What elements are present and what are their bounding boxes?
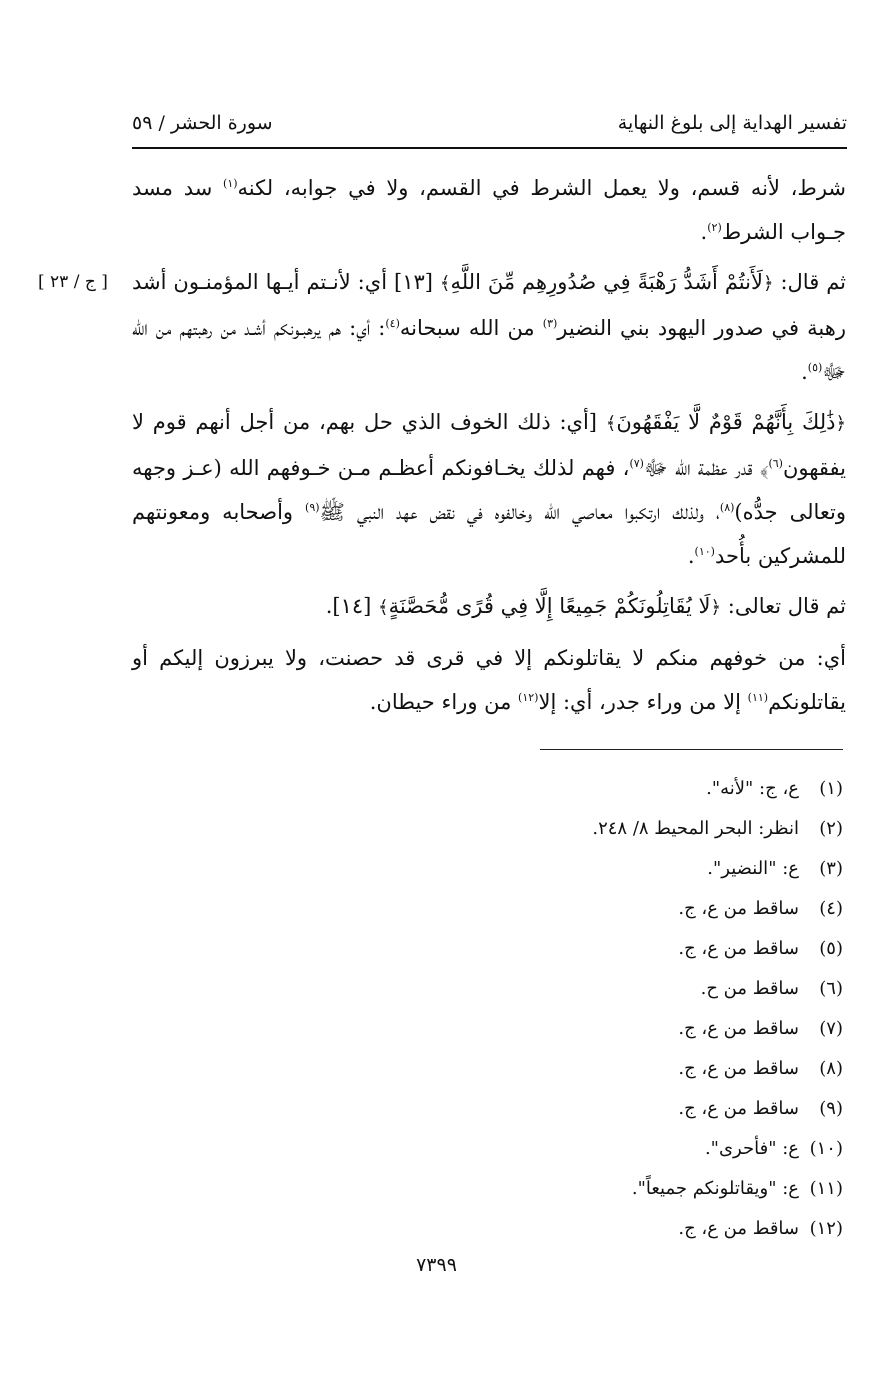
footnote-item: [283, 932, 843, 972]
footnote-item: [283, 1172, 843, 1212]
quran-bracket-open: ﴿: [710, 597, 722, 618]
footnote-text: ساقط من ع، ج.: [678, 1058, 799, 1079]
footnote-ref: (١): [223, 177, 238, 190]
header-rule: [132, 147, 847, 149]
text: سد مسد جـواب الشرط: [132, 176, 846, 244]
footnote-item: [283, 892, 843, 932]
footnote-number: (٩): [819, 1098, 843, 1119]
text: ، فهم لذلك يخـافونكم أعظـم مـن خـوفهم الله (عـز وجهه وتعالى جدُّه): [132, 456, 847, 524]
footnote-text: ساقط من ع، ج.: [678, 1098, 799, 1119]
text: من الله سبحانه: [399, 316, 543, 340]
footnote-ref: (٨): [719, 501, 735, 514]
text: ثم قال تعالى:: [721, 594, 846, 618]
quran-verse: ذَٰلِكَ بِأَنَّهُمْ قَوْمٌ لَّا يَفْقَهُونَ: [616, 410, 836, 434]
footnote-item: [283, 972, 843, 1012]
footnote-number: (١): [819, 778, 843, 799]
footnote-ref: (٤): [385, 317, 400, 330]
footnote-ref: (٦): [768, 457, 783, 470]
paragraph-1: [132, 166, 846, 254]
manuscript-margin-note: [ ج / ٢٣ ]: [38, 272, 108, 292]
footnote-item: [283, 1052, 843, 1092]
footnote-ref: (١٢): [518, 691, 539, 704]
footnote-number: (١٢): [809, 1218, 843, 1239]
paragraph-3: [132, 400, 846, 578]
quran-verse: لَا يُقَاتِلُونَكُمْ جَمِيعًا إِلَّا فِي قُرًى مُّحَصَّنَةٍ: [388, 594, 711, 618]
main-text: [132, 166, 846, 730]
text: .: [687, 544, 695, 568]
text: [أي: ذلك الخوف الذي حل بهم، من أجل أنهم قوم لا يفقهون: [132, 410, 847, 480]
book-title: تفسير الهداية إلى بلوغ النهاية: [617, 112, 847, 134]
footnote-ref: (١٠): [694, 545, 715, 558]
text: ثم قال:: [773, 270, 847, 294]
text: .: [700, 220, 708, 244]
footnote-number: (١١): [809, 1178, 843, 1199]
footnote-text: ع، ج: "لأنه".: [706, 778, 799, 799]
footnote-item: [283, 1132, 843, 1172]
footnote-text: ساقط من ع، ج.: [678, 1018, 799, 1039]
running-header: [132, 108, 847, 144]
quran-bracket-open: ﴿: [835, 413, 846, 434]
quran-verse: لَأَنتُمْ أَشَدُّ رَهْبَةً فِي صُدُورِهِم مِّنَ اللَّهِ: [450, 270, 763, 294]
footnote-ref: (٢): [707, 221, 722, 234]
footnote-item: [283, 852, 843, 892]
footnote-ref: (١١): [747, 691, 769, 704]
footnote-text: ساقط من ع، ج.: [678, 938, 799, 959]
text: : أي: هم يرهبـونكم أشـد من رهبتهم من الله ﷻ: [132, 316, 846, 384]
footnote-number: (٧): [819, 1018, 843, 1039]
surah-page-label: سورة الحشر / ٥٩: [132, 112, 273, 134]
text: من وراء حيطان.: [369, 690, 519, 714]
footnote-item: [283, 1012, 843, 1052]
footnote-number: (١٠): [809, 1138, 843, 1159]
footnote-rule: [540, 749, 843, 750]
paragraph-4: [132, 584, 846, 630]
footnote-number: (٥): [819, 938, 843, 959]
footnote-ref: (٧): [629, 457, 644, 470]
text: وأصحابه ومعونتهم للمشركين بأُحد: [132, 500, 846, 568]
footnote-item: [283, 1212, 843, 1252]
footnote-number: (٢): [819, 818, 843, 839]
text: ، ولذلك ارتكبوا معاصي الله وخالفوه في نقض عهد النبي ﷺ: [319, 500, 720, 524]
footnote-ref: (٥): [807, 361, 823, 374]
footnote-text: انظر: البحر المحيط ٨/ ٢٤٨.: [592, 818, 799, 839]
footnote-text: ساقط من ع، ج.: [678, 1218, 799, 1239]
paragraph-5: [132, 636, 846, 724]
quran-bracket-open: ﴿: [762, 273, 774, 294]
footnote-text: ع: "النضير".: [707, 858, 799, 879]
footnote-number: (٣): [819, 858, 843, 879]
paragraph-2: [132, 260, 846, 394]
text: شرط، لأنه قسم، ولا يعمل الشرط في القسم، ولا في جوابه، لكنه: [237, 176, 846, 200]
page-number: ٧٣٩٩: [416, 1254, 457, 1276]
text: أي: من خوفهم منكم لا يقاتلونكم إلا في قرى قد حصنت، ولا يبرزون إليكم أو يقاتلونكم: [132, 646, 846, 714]
footnote-number: (٨): [819, 1058, 843, 1079]
text: ﴾ قدر عظمة الله ﷻ: [643, 456, 769, 480]
text: .: [801, 360, 808, 384]
footnote-item: [283, 812, 843, 852]
quran-bracket-close: ﴾: [378, 597, 389, 618]
footnote-ref: (٣): [542, 317, 558, 330]
footnote-text: ساقط من ع، ج.: [678, 898, 799, 919]
text: [١٤].: [325, 594, 379, 618]
footnotes-list: [283, 772, 843, 1252]
text: [١٣] أي: لأنـتم أيـها المؤمنـون أشد رهبة في صدور اليهود بني النضير: [132, 270, 846, 340]
footnote-number: (٦): [819, 978, 843, 999]
text: إلا من وراء جدر، أي: إلا: [538, 690, 748, 714]
footnote-item: [283, 1092, 843, 1132]
footnote-text: ساقط من ح.: [700, 978, 799, 999]
footnote-ref: (٩): [305, 501, 320, 514]
footnote-text: ع: "فأحرى".: [704, 1138, 799, 1159]
quran-bracket-close: ﴾: [439, 273, 451, 294]
footnote-item: [283, 772, 843, 812]
footnote-number: (٤): [819, 898, 843, 919]
quran-bracket-close: ﴾: [605, 413, 617, 434]
footnote-text: ع: "ويقاتلونكم جميعاً".: [631, 1178, 799, 1199]
